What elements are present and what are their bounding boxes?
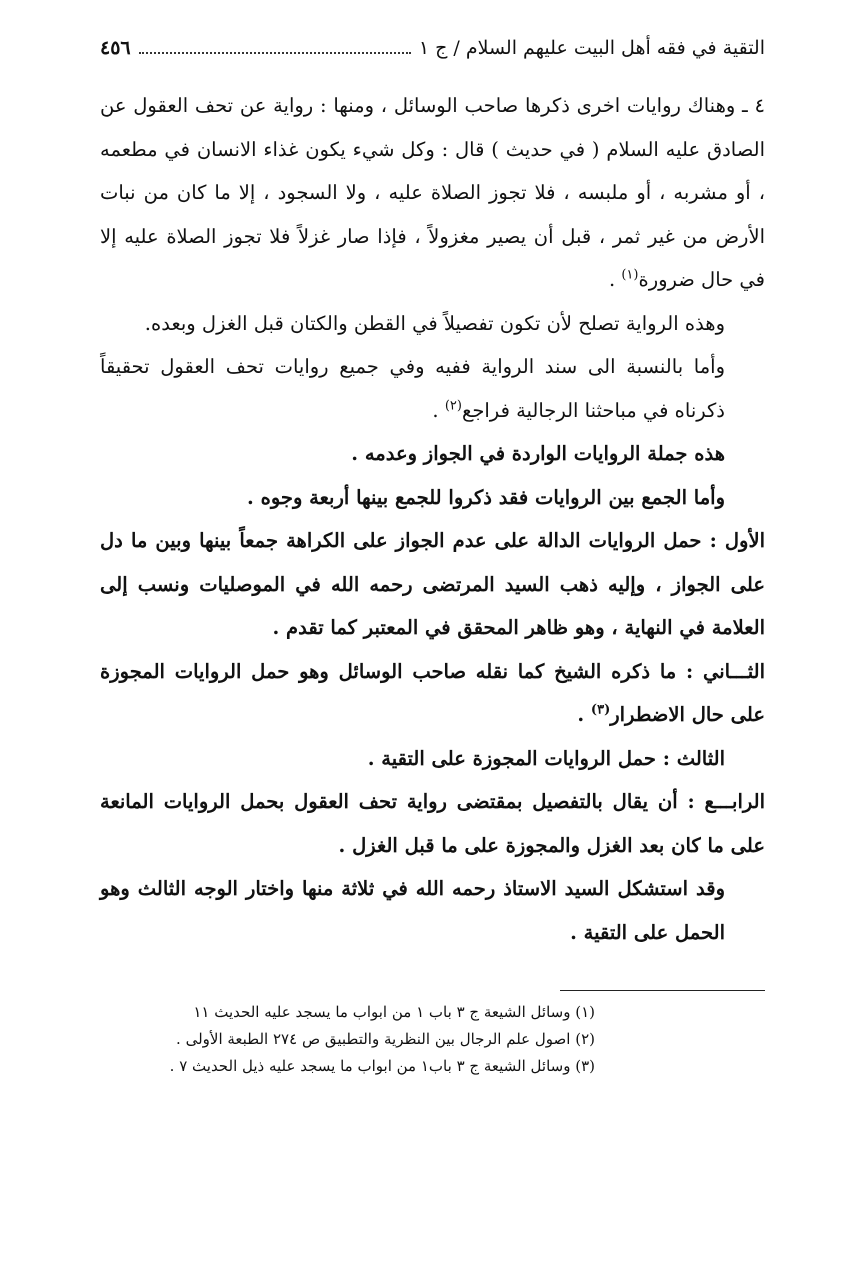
footnote-marker: (٢) xyxy=(444,398,462,413)
footnote-marker: (٣) xyxy=(590,702,611,718)
paragraph: الثـــاني : ما ذكره الشيخ كما نقله صاحب الوسائل وهو حمل الروايات المجوزة على حال الاضطرار$^{(٣)}$ . xyxy=(100,659,765,726)
paragraph: وأما بالنسبة الى سند الرواية ففيه وفي جميع روايات تحف العقول تحقيقاً ذكرناه في مباحثنا الرجالية فراجع$^{(٢)}$ . xyxy=(100,355,725,422)
paragraph: الثالث : حمل الروايات المجوزة على التقية . xyxy=(367,746,725,770)
paragraph: هذه جملة الروايات الواردة في الجواز وعدمه . xyxy=(351,442,725,465)
main-text xyxy=(100,84,765,954)
paragraph: الأول : حمل الروايات الدالة على عدم الجواز على الكراهة جمعاً بينها وبين ما دل على الجواز ، وإليه ذهب السيد المرتضى رحمه الله في الموصليات ونسب إلى العلامة في النهاية ، وهو ظاهر المحقق في المعتبر كما تقدم . xyxy=(100,529,765,639)
paragraph: وأما الجمع بين الروايات فقد ذكروا للجمع بينها أربعة وجوه . xyxy=(247,485,725,509)
footnote-marker: (١) xyxy=(621,267,639,283)
page-header xyxy=(100,30,765,66)
footnote: (٣) وسائل الشيعة ج ٣ باب١ من ابواب ما يسجد عليه ذيل الحديث ٧ . xyxy=(169,1057,595,1075)
footnotes xyxy=(100,999,765,1080)
footnote: (١) وسائل الشيعة ج ٣ باب ١ من ابواب ما يسجد عليه الحديث ١١ xyxy=(193,1003,595,1021)
paragraph: ٤ ـ وهناك روايات اخرى ذكرها صاحب الوسائل ، ومنها : رواية عن تحف العقول عن الصادق عليه السلام ( في حديث ) قال : وكل شيء يكون غذاء الانسان في مطعمه ، أو مشربه ، أو ملبسه ، فلا تجوز الصلاة عليه ، ولا السجود ، إلا ما كان من نبات الأرض من غير ثمر ، قبل أن يصير مغزولاً ، فإذا صار غزلاً فلا تجوز الصلاة عليه إلا في حال ضرورة$^{(١)}$ . xyxy=(100,94,765,291)
paragraph: الرابـــع : أن يقال بالتفصيل بمقتضى رواية تحف العقول بحمل الروايات المانعة على ما كان بعد الغزل والمجوزة على ما قبل الغزل . xyxy=(100,790,765,857)
book-page xyxy=(100,30,765,1080)
footnote-separator xyxy=(560,990,765,991)
footnote: (٢) اصول علم الرجال بين النظرية والتطبيق ص ٢٧٤ الطبعة الأولى . xyxy=(176,1030,595,1048)
header-leader-dots xyxy=(139,30,411,54)
paragraph: وقد استشكل السيد الاستاذ رحمه الله في ثلاثة منها واختار الوجه الثالث وهو الحمل على التقية . xyxy=(100,877,725,944)
paragraph: وهذه الرواية تصلح لأن تكون تفصيلاً في القطن والكتان قبل الغزل وبعده. xyxy=(144,311,725,335)
page-number: ٤٥٦ xyxy=(100,37,131,59)
running-title: التقية في فقه أهل البيت عليهم السلام / ج ١ xyxy=(418,37,765,59)
